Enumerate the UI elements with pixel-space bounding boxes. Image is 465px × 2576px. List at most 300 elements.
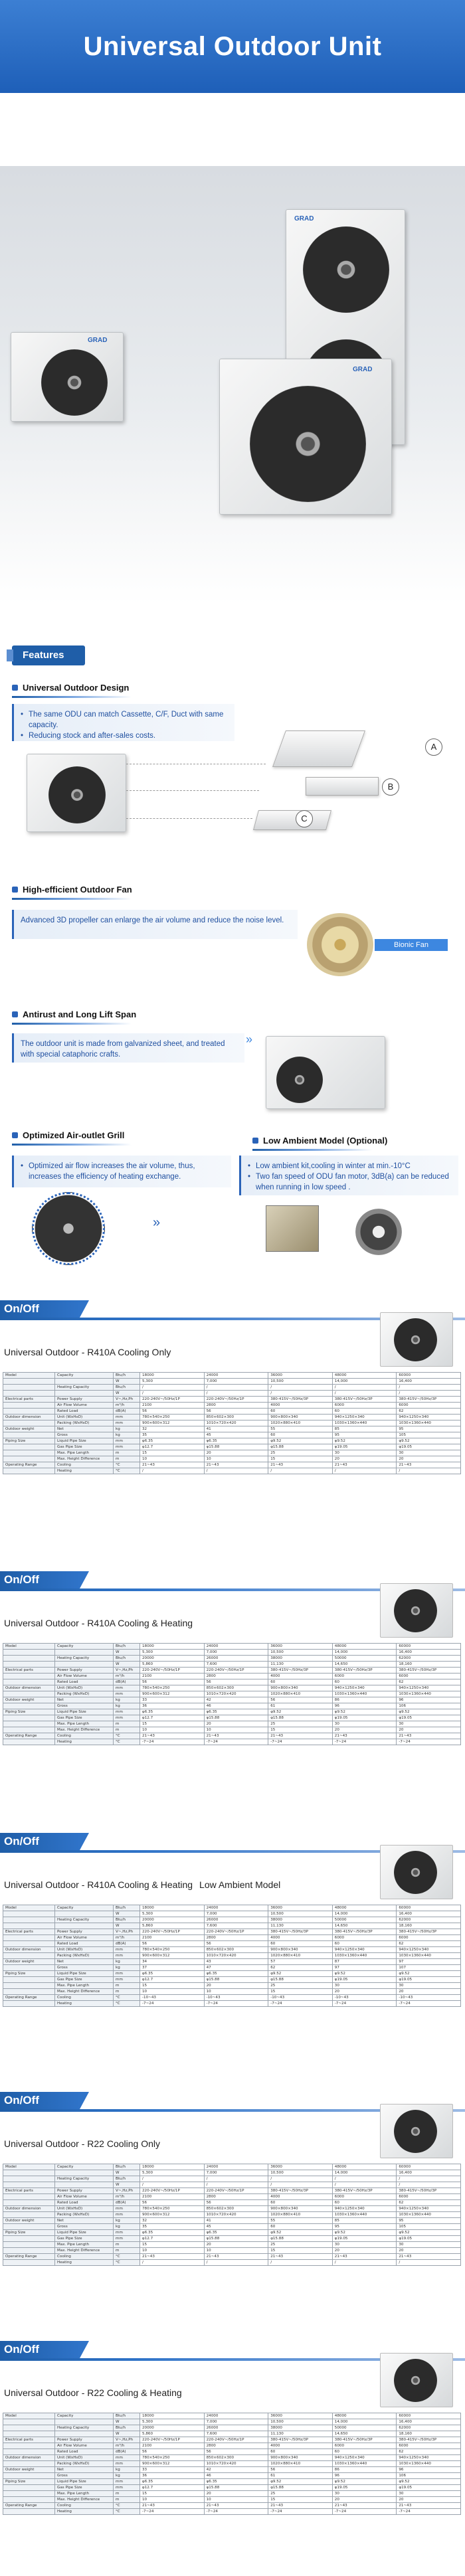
fan-icon bbox=[394, 1318, 437, 1361]
table-cell: m bbox=[114, 2242, 140, 2248]
table-row bbox=[3, 1420, 461, 1426]
table-cell: 5,860 bbox=[140, 1923, 205, 1929]
spec-subtitle: Low Ambient Model bbox=[199, 1879, 281, 1890]
table-cell: Btu/h bbox=[114, 1905, 140, 1911]
table-cell: 10,500 bbox=[268, 2170, 333, 2176]
table-cell: 7,000 bbox=[204, 1379, 268, 1385]
table-cell: 220-240V~/50Hz/1P bbox=[140, 1397, 205, 1403]
table-row bbox=[3, 2485, 461, 2491]
table-cell: φ6.35 bbox=[204, 1709, 268, 1715]
table-row bbox=[3, 1373, 461, 1379]
table-cell: 2100 bbox=[140, 2194, 205, 2200]
fan-icon bbox=[394, 1589, 437, 1632]
table-cell: φ19.05 bbox=[332, 1715, 397, 1721]
table-cell: 220-240V~/50Hz/1P bbox=[140, 1929, 205, 1935]
bionic-fan-badge: Bionic Fan bbox=[375, 939, 448, 951]
table-cell: φ12.7 bbox=[140, 1977, 205, 1983]
table-cell bbox=[3, 1468, 55, 1474]
table-cell: 30 bbox=[397, 2242, 461, 2248]
table-cell: / bbox=[332, 2176, 397, 2182]
table-cell: 18000 bbox=[140, 1644, 205, 1650]
table-cell: Net bbox=[55, 1959, 114, 1965]
table-cell bbox=[3, 2497, 55, 2503]
table-cell: φ6.35 bbox=[140, 2479, 205, 2485]
table-cell: 14,000 bbox=[332, 2419, 397, 2425]
table-row bbox=[3, 1650, 461, 1656]
table-cell: Capacity bbox=[55, 2164, 114, 2170]
table-cell: 95 bbox=[397, 1426, 461, 1432]
table-cell: φ9.52 bbox=[332, 2230, 397, 2236]
table-cell: 61 bbox=[268, 2473, 333, 2479]
table-cell: / bbox=[140, 2260, 205, 2266]
table-cell bbox=[3, 2194, 55, 2200]
outdoor-unit-thumbnail bbox=[380, 2353, 453, 2407]
table-cell: mm bbox=[114, 2236, 140, 2242]
table-cell: 5,860 bbox=[140, 1662, 205, 1668]
table-cell: 42 bbox=[204, 1697, 268, 1703]
table-cell: 62000 bbox=[397, 1656, 461, 1662]
table-cell: 5,300 bbox=[140, 2419, 205, 2425]
table-row bbox=[3, 1995, 461, 2001]
table-cell: 62 bbox=[397, 2200, 461, 2206]
table-cell: / bbox=[332, 1385, 397, 1391]
table-cell: Piping Size bbox=[3, 2230, 55, 2236]
table-cell: m bbox=[114, 1456, 140, 1462]
table-cell: φ15.88 bbox=[268, 1977, 333, 1983]
table-cell: 20 bbox=[204, 1983, 268, 1989]
table-cell: Outdoor dimension bbox=[3, 2455, 55, 2461]
table-cell: Max. Height Difference bbox=[55, 1989, 114, 1995]
table-cell: 60000 bbox=[397, 1905, 461, 1911]
table-cell: -10~43 bbox=[332, 1995, 397, 2001]
table-cell bbox=[3, 2176, 55, 2182]
table-cell: 380-415V~/50Hz/3P bbox=[332, 2437, 397, 2443]
table-cell: 5,300 bbox=[140, 1911, 205, 1917]
table-cell: φ6.35 bbox=[140, 1709, 205, 1715]
spec-table bbox=[3, 2413, 461, 2515]
table-cell: 20 bbox=[204, 2242, 268, 2248]
table-cell: Packing (WxHxD) bbox=[55, 1953, 114, 1959]
table-cell: Outdoor weight bbox=[3, 1426, 55, 1432]
table-cell: 15 bbox=[140, 1721, 205, 1727]
table-cell: Net bbox=[55, 2467, 114, 2473]
table-cell bbox=[3, 1391, 55, 1397]
feature-box bbox=[12, 1156, 231, 1187]
table-cell: V~,Hz,Ph bbox=[114, 2188, 140, 2194]
table-cell: 10 bbox=[140, 2248, 205, 2254]
table-cell: m bbox=[114, 1983, 140, 1989]
table-row bbox=[3, 1391, 461, 1397]
table-cell: φ15.88 bbox=[268, 2236, 333, 2242]
table-cell: dB(A) bbox=[114, 2200, 140, 2206]
table-cell: 5,860 bbox=[140, 2431, 205, 2437]
table-cell: 21~43 bbox=[140, 1462, 205, 1468]
table-cell: Rated Load bbox=[55, 1409, 114, 1415]
table-cell: Outdoor dimension bbox=[3, 1415, 55, 1420]
table-row bbox=[3, 2479, 461, 2485]
table-cell: 24000 bbox=[204, 1644, 268, 1650]
table-cell: 30 bbox=[397, 1450, 461, 1456]
hero-unit-large bbox=[219, 359, 392, 515]
table-cell: Operating Range bbox=[3, 1995, 55, 2001]
table-cell: / bbox=[204, 2260, 268, 2266]
table-cell: Electrical parts bbox=[3, 2188, 55, 2194]
table-cell: 96 bbox=[332, 2473, 397, 2479]
table-cell: Outdoor weight bbox=[3, 2218, 55, 2224]
table-cell: Heating Capacity bbox=[55, 1656, 114, 1662]
table-cell: φ6.35 bbox=[140, 1971, 205, 1977]
table-cell: -7~24 bbox=[397, 1739, 461, 1745]
table-row bbox=[3, 1450, 461, 1456]
table-cell: Max. Pipe Length bbox=[55, 1721, 114, 1727]
table-cell: dB(A) bbox=[114, 1409, 140, 1415]
table-cell: °C bbox=[114, 1995, 140, 2001]
table-row bbox=[3, 2467, 461, 2473]
table-row bbox=[3, 1911, 461, 1917]
table-cell bbox=[55, 1662, 114, 1668]
outdoor-unit-thumbnail bbox=[380, 1312, 453, 1367]
table-cell: / bbox=[140, 1391, 205, 1397]
table-cell: 30 bbox=[397, 1721, 461, 1727]
table-cell: 7,000 bbox=[204, 2170, 268, 2176]
table-cell bbox=[3, 1674, 55, 1679]
table-cell: 5,300 bbox=[140, 1650, 205, 1656]
table-cell: / bbox=[204, 1385, 268, 1391]
table-cell: / bbox=[332, 2260, 397, 2266]
spec-table bbox=[3, 1905, 461, 2007]
table-cell: 60000 bbox=[397, 1373, 461, 1379]
table-cell: Unit (WxHxD) bbox=[55, 1415, 114, 1420]
table-cell: / bbox=[204, 2176, 268, 2182]
table-cell: 6000 bbox=[397, 1674, 461, 1679]
table-row bbox=[3, 2224, 461, 2230]
table-cell: 45 bbox=[204, 1432, 268, 1438]
table-cell: 10,500 bbox=[268, 1650, 333, 1656]
table-cell: mm bbox=[114, 1715, 140, 1721]
table-cell: 85 bbox=[332, 1426, 397, 1432]
table-cell: 36 bbox=[140, 2473, 205, 2479]
table-cell: V~,Hz,Ph bbox=[114, 2437, 140, 2443]
spec-title bbox=[4, 1347, 171, 1357]
table-cell: 37 bbox=[140, 1965, 205, 1971]
table-cell: Btu/h bbox=[114, 2425, 140, 2431]
table-cell: 16,400 bbox=[397, 2170, 461, 2176]
table-cell: -7~24 bbox=[332, 2001, 397, 2007]
table-cell: φ9.52 bbox=[268, 2479, 333, 2485]
spec-title bbox=[4, 2387, 182, 2398]
table-cell: 10 bbox=[140, 2497, 205, 2503]
connector-line bbox=[126, 790, 259, 791]
table-cell: W bbox=[114, 1923, 140, 1929]
table-cell: 60 bbox=[268, 1941, 333, 1947]
table-cell: 105 bbox=[397, 1432, 461, 1438]
table-cell: m bbox=[114, 2491, 140, 2497]
table-cell: 55 bbox=[268, 1426, 333, 1432]
table-cell: φ15.88 bbox=[204, 1715, 268, 1721]
table-cell: 21~43 bbox=[332, 1733, 397, 1739]
table-cell: 4000 bbox=[268, 1674, 333, 1679]
table-cell: 14,650 bbox=[332, 1923, 397, 1929]
table-cell: 900×600×312 bbox=[140, 2461, 205, 2467]
table-cell: Piping Size bbox=[3, 2479, 55, 2485]
table-row bbox=[3, 1697, 461, 1703]
table-row bbox=[3, 2242, 461, 2248]
table-cell: Gas Pipe Size bbox=[55, 1715, 114, 1721]
table-cell: 14,000 bbox=[332, 1379, 397, 1385]
table-cell: Electrical parts bbox=[3, 1929, 55, 1935]
table-cell: 42 bbox=[204, 2467, 268, 2473]
table-cell bbox=[55, 1391, 114, 1397]
outdoor-unit-image bbox=[266, 1036, 385, 1109]
table-cell: 47 bbox=[204, 1965, 268, 1971]
table-cell: kg bbox=[114, 1426, 140, 1432]
table-cell: 940×1250×340 bbox=[397, 2206, 461, 2212]
table-cell: Heating bbox=[55, 2001, 114, 2007]
table-cell: 380-415V~/50Hz/3P bbox=[332, 2188, 397, 2194]
table-cell: Heating bbox=[55, 2509, 114, 2515]
table-cell: / bbox=[397, 1468, 461, 1474]
table-cell: φ9.52 bbox=[332, 1709, 397, 1715]
table-cell: Rated Load bbox=[55, 2200, 114, 2206]
table-cell: 25 bbox=[268, 2242, 333, 2248]
table-row bbox=[3, 2188, 461, 2194]
table-cell: -7~24 bbox=[204, 2001, 268, 2007]
table-cell: Liquid Pipe Size bbox=[55, 1438, 114, 1444]
table-cell: mm bbox=[114, 1953, 140, 1959]
table-row bbox=[3, 2461, 461, 2467]
table-cell: 10,500 bbox=[268, 1911, 333, 1917]
table-cell bbox=[3, 1679, 55, 1685]
table-cell: 1030×1360×440 bbox=[397, 1953, 461, 1959]
table-cell: °C bbox=[114, 1468, 140, 1474]
table-cell: 56 bbox=[204, 2449, 268, 2455]
table-cell: 18000 bbox=[140, 1905, 205, 1911]
table-cell: 21~43 bbox=[397, 1733, 461, 1739]
table-cell bbox=[3, 1715, 55, 1721]
table-cell: 96 bbox=[397, 2467, 461, 2473]
table-cell: m bbox=[114, 1727, 140, 1733]
table-cell: 220-240V~/50Hz/1P bbox=[204, 2437, 268, 2443]
table-cell: 6000 bbox=[332, 1403, 397, 1409]
table-cell: φ12.7 bbox=[140, 2485, 205, 2491]
table-cell: 20 bbox=[332, 1456, 397, 1462]
table-cell: 1010×720×420 bbox=[204, 1691, 268, 1697]
table-cell: φ19.05 bbox=[397, 1715, 461, 1721]
table-cell bbox=[3, 2485, 55, 2491]
table-row bbox=[3, 1905, 461, 1911]
table-row bbox=[3, 1959, 461, 1965]
table-cell: φ6.35 bbox=[140, 2230, 205, 2236]
table-row bbox=[3, 1947, 461, 1953]
table-cell: 30 bbox=[332, 1450, 397, 1456]
onoff-badge: On/Off bbox=[0, 1833, 80, 1850]
bullet: • Optimized air flow increases the air volume, thus, increases the efficiency of heating exchange. bbox=[21, 1161, 225, 1182]
table-cell: 97 bbox=[397, 1959, 461, 1965]
table-row bbox=[3, 1409, 461, 1415]
table-cell: 780×540×250 bbox=[140, 2455, 205, 2461]
table-cell: 60 bbox=[332, 1409, 397, 1415]
table-row bbox=[3, 1379, 461, 1385]
table-cell: / bbox=[397, 2260, 461, 2266]
table-cell: φ15.88 bbox=[204, 1977, 268, 1983]
table-cell: mm bbox=[114, 1691, 140, 1697]
table-cell: 56 bbox=[140, 2200, 205, 2206]
table-cell: mm bbox=[114, 1685, 140, 1691]
table-cell: 380-415V~/50Hz/3P bbox=[332, 1668, 397, 1674]
table-row bbox=[3, 2419, 461, 2425]
table-cell: Electrical parts bbox=[3, 2437, 55, 2443]
table-cell: 60 bbox=[268, 1409, 333, 1415]
table-cell: kg bbox=[114, 1703, 140, 1709]
table-row bbox=[3, 1917, 461, 1923]
table-cell: °C bbox=[114, 1739, 140, 1745]
table-cell: kg bbox=[114, 2467, 140, 2473]
table-cell: Net bbox=[55, 1426, 114, 1432]
table-cell: 2100 bbox=[140, 1403, 205, 1409]
table-cell: 7,600 bbox=[204, 1662, 268, 1668]
table-cell: / bbox=[397, 1391, 461, 1397]
table-cell: 900×800×340 bbox=[268, 2206, 333, 2212]
bullet: • Reducing stock and after-sales costs. bbox=[21, 730, 228, 741]
spec-table bbox=[3, 1643, 461, 1745]
table-cell: 20 bbox=[332, 2248, 397, 2254]
table-cell: 24000 bbox=[204, 1905, 268, 1911]
table-row bbox=[3, 1983, 461, 1989]
table-cell: Liquid Pipe Size bbox=[55, 1971, 114, 1977]
table-cell bbox=[3, 2200, 55, 2206]
table-cell: φ6.35 bbox=[204, 1438, 268, 1444]
table-cell: 7,000 bbox=[204, 2419, 268, 2425]
table-cell: 50000 bbox=[332, 1917, 397, 1923]
table-cell: 780×540×250 bbox=[140, 1685, 205, 1691]
table-cell: 5,300 bbox=[140, 2170, 205, 2176]
section-heading: Universal Outdoor Design bbox=[12, 683, 129, 693]
table-cell bbox=[55, 2170, 114, 2176]
table-cell: 900×800×340 bbox=[268, 1947, 333, 1953]
table-cell: φ19.05 bbox=[397, 2485, 461, 2491]
table-cell: φ15.88 bbox=[268, 1444, 333, 1450]
table-row bbox=[3, 2164, 461, 2170]
table-row bbox=[3, 2236, 461, 2242]
table-cell: 60 bbox=[332, 2200, 397, 2206]
table-cell: 60000 bbox=[397, 2164, 461, 2170]
table-cell: 16,400 bbox=[397, 1650, 461, 1656]
table-cell: 36000 bbox=[268, 2413, 333, 2419]
table-cell: 16,400 bbox=[397, 2419, 461, 2425]
table-cell: 55 bbox=[268, 2218, 333, 2224]
spec-title-text: Universal Outdoor - R410A Cooling Only bbox=[4, 1347, 171, 1357]
table-cell: Unit (WxHxD) bbox=[55, 1947, 114, 1953]
table-row bbox=[3, 2509, 461, 2515]
table-cell: 56 bbox=[140, 2449, 205, 2455]
table-cell: Cooling bbox=[55, 2254, 114, 2260]
table-cell bbox=[3, 1450, 55, 1456]
table-cell: 18000 bbox=[140, 2413, 205, 2419]
table-cell: 4000 bbox=[268, 2443, 333, 2449]
table-cell: 21~43 bbox=[204, 1462, 268, 1468]
fan-icon bbox=[394, 1851, 437, 1894]
table-cell: 36000 bbox=[268, 2164, 333, 2170]
table-cell: 36000 bbox=[268, 1905, 333, 1911]
table-cell: -10~43 bbox=[140, 1995, 205, 2001]
table-cell: dB(A) bbox=[114, 1679, 140, 1685]
table-cell: m bbox=[114, 2248, 140, 2254]
table-cell: 900×600×312 bbox=[140, 1691, 205, 1697]
table-row bbox=[3, 1953, 461, 1959]
table-cell: -7~24 bbox=[140, 2509, 205, 2515]
heading-underline bbox=[12, 696, 132, 698]
table-cell: 1020×880×410 bbox=[268, 1420, 333, 1426]
table-cell: 1020×880×410 bbox=[268, 2461, 333, 2467]
table-row bbox=[3, 1662, 461, 1668]
table-cell: m bbox=[114, 1989, 140, 1995]
table-cell: φ12.7 bbox=[140, 1444, 205, 1450]
table-cell: 380-415V~/50Hz/3P bbox=[397, 1397, 461, 1403]
table-cell: 96 bbox=[332, 1703, 397, 1709]
table-cell: 10 bbox=[140, 1456, 205, 1462]
table-cell bbox=[3, 2260, 55, 2266]
table-cell: φ19.05 bbox=[397, 1977, 461, 1983]
heading-underline bbox=[12, 1144, 132, 1146]
table-cell bbox=[3, 2224, 55, 2230]
table-cell: 850×602×300 bbox=[204, 2206, 268, 2212]
table-cell: 1030×1360×440 bbox=[332, 1691, 397, 1697]
table-row bbox=[3, 1691, 461, 1697]
table-row bbox=[3, 2254, 461, 2260]
table-cell: 25 bbox=[268, 2491, 333, 2497]
table-cell: 48000 bbox=[332, 2413, 397, 2419]
table-cell: 940×1250×340 bbox=[332, 1415, 397, 1420]
table-cell: 6000 bbox=[397, 1403, 461, 1409]
table-cell: 34 bbox=[140, 1959, 205, 1965]
table-cell bbox=[55, 1923, 114, 1929]
table-cell: 380-415V~/50Hz/3P bbox=[332, 1929, 397, 1935]
table-row bbox=[3, 1929, 461, 1935]
table-cell: 46 bbox=[204, 1703, 268, 1709]
table-cell: 30 bbox=[397, 1983, 461, 1989]
table-cell: Packing (WxHxD) bbox=[55, 2212, 114, 2218]
table-cell: Power Supply bbox=[55, 2437, 114, 2443]
table-cell: 14,000 bbox=[332, 1911, 397, 1917]
spec-table bbox=[3, 1372, 461, 1474]
table-cell: -7~24 bbox=[204, 1739, 268, 1745]
table-cell: 850×602×300 bbox=[204, 1947, 268, 1953]
table-row bbox=[3, 2182, 461, 2188]
table-cell: Outdoor dimension bbox=[3, 1685, 55, 1691]
table-cell: 18000 bbox=[140, 2164, 205, 2170]
table-row bbox=[3, 1426, 461, 1432]
table-cell: Liquid Pipe Size bbox=[55, 2479, 114, 2485]
table-cell bbox=[3, 2431, 55, 2437]
table-cell: Outdoor weight bbox=[3, 2467, 55, 2473]
table-row bbox=[3, 2431, 461, 2437]
table-cell bbox=[3, 1953, 55, 1959]
table-cell: 18,160 bbox=[397, 1662, 461, 1668]
table-cell: mm bbox=[114, 2479, 140, 2485]
bullet: • Two fan speed of ODU fan motor, 3dB(a) can be reduced when running in low speed . bbox=[248, 1171, 452, 1193]
spec-title bbox=[4, 2138, 160, 2149]
table-cell: φ9.52 bbox=[268, 1971, 333, 1977]
table-cell: 380-415V~/50Hz/3P bbox=[397, 1668, 461, 1674]
table-cell: Btu/h bbox=[114, 2176, 140, 2182]
control-board-image bbox=[266, 1205, 319, 1252]
table-cell: / bbox=[268, 1385, 333, 1391]
cassette-unit-image bbox=[272, 730, 365, 767]
table-cell: -7~24 bbox=[204, 2509, 268, 2515]
table-row bbox=[3, 2176, 461, 2182]
table-cell: Btu/h bbox=[114, 2413, 140, 2419]
heading-underline bbox=[252, 1149, 372, 1151]
